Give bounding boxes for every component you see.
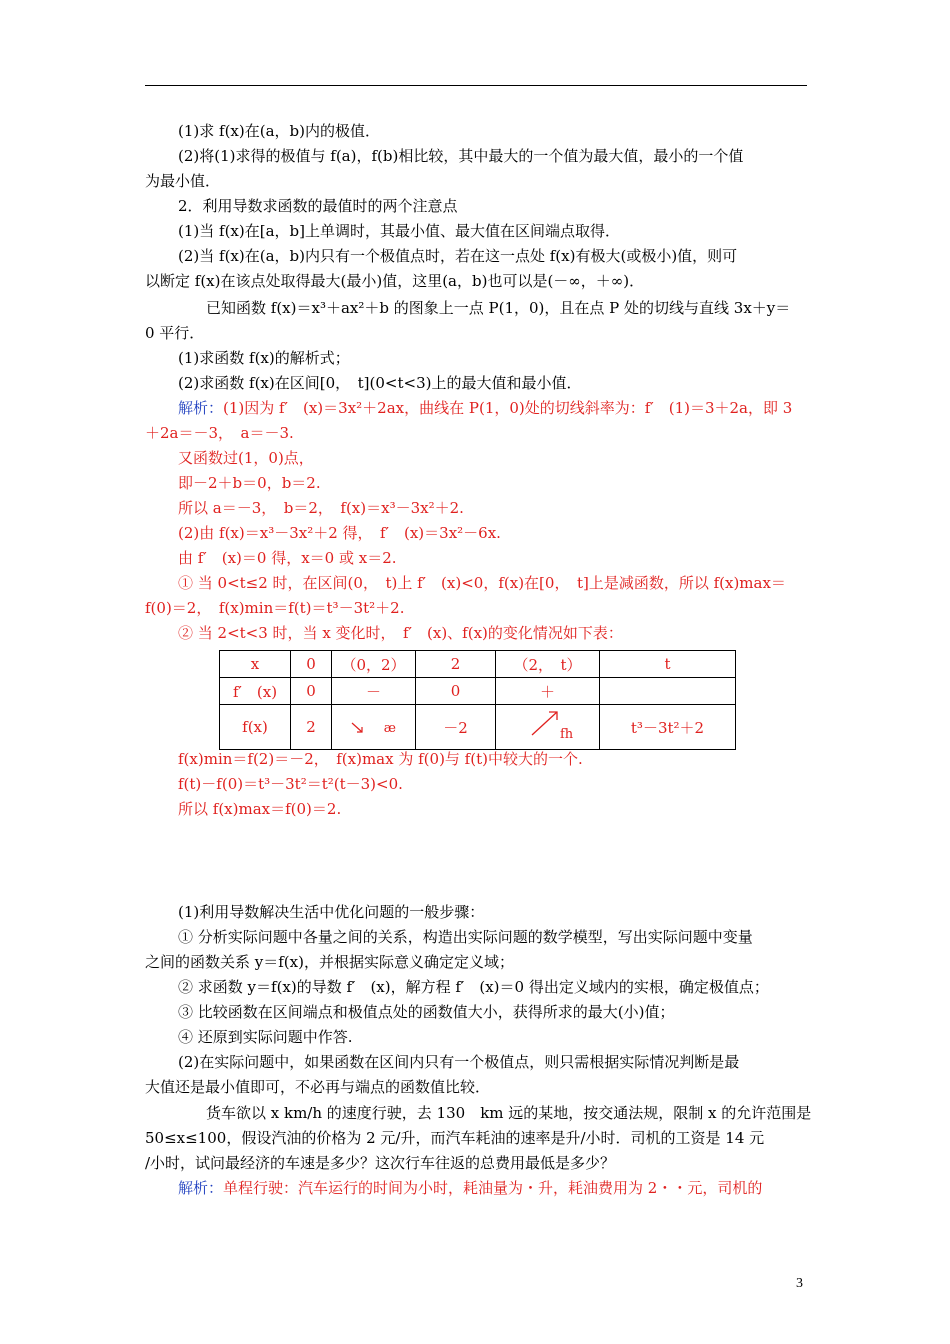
table-cell: 2 <box>291 705 332 750</box>
example-line: 已知函数 f(x)＝x³＋ax²＋b 的图象上一点 P(1，0)，且在点 P 处的切线与直线 3x＋y＝ <box>206 299 791 317</box>
arrow-glyph: fh <box>560 727 574 742</box>
table-cell: t <box>600 651 736 678</box>
example-line: 0 平行． <box>145 324 205 342</box>
solution-line: 所以 f(x)max＝f(0)＝2. <box>178 800 342 818</box>
table-cell: t³－3t²＋2 <box>600 705 736 750</box>
table-cell: 0 <box>291 678 332 705</box>
example-line: (2)求函数 f(x)在区间[0， t](0<t<3)上的最大值和最小值． <box>178 374 582 392</box>
solution-label: 解析： <box>178 1179 224 1197</box>
example-line: (1)求函数 f(x)的解析式； <box>178 349 350 367</box>
table-cell <box>600 678 736 705</box>
table-cell: f(x) <box>220 705 291 750</box>
table-cell <box>332 705 416 750</box>
example-line: 货车欲以 x km/h 的速度行驶，去 130 km 远的某地，按交通法规，限制 x 的允许范围是 <box>206 1104 812 1122</box>
solution-label: 解析： <box>178 399 224 417</box>
solution-line: f(0)＝2， f(x)min＝f(t)＝t³－3t²＋2. <box>145 599 405 617</box>
example-line: /小时，试问最经济的车速是多少？这次行车往返的总费用最低是多少？ <box>145 1154 616 1172</box>
solution-line: (2)由 f(x)＝x³－3x²＋2 得， f′ (x)＝3x²－6x. <box>178 524 501 542</box>
table-cell: 0 <box>416 678 496 705</box>
solution-line <box>178 1178 950 1198</box>
text-line: ③ 比较函数在区间端点和极值点处的函数值大小，获得所求的最大(小)值； <box>178 1003 675 1021</box>
increasing-arrow-icon <box>530 709 560 737</box>
text-line: 为最小值． <box>145 172 221 190</box>
table-cell <box>496 705 600 750</box>
text-line: 2．利用导数求函数的最值时的两个注意点 <box>178 197 458 215</box>
header-rule <box>145 85 807 86</box>
table-row <box>220 705 736 750</box>
table-cell: －2 <box>416 705 496 750</box>
text-line: 大值还是最小值即可，不必再与端点的函数值比较． <box>145 1078 491 1096</box>
page-number: 3 <box>796 1276 803 1291</box>
text-line: ④ 还原到实际问题中作答. <box>178 1028 353 1046</box>
solution-line: 所以 a＝－3， b＝2， f(x)＝x³－3x²＋2. <box>178 499 464 517</box>
example-line: 50≤x≤100，假设汽油的价格为 2 元/升，而汽车耗油的速率是升/小时．司机的工资是 14 元 <box>145 1129 765 1147</box>
solution-line: f(t)－f(0)＝t³－3t²＝t²(t－3)<0. <box>178 775 403 793</box>
text-line: (2)将(1)求得的极值与 f(a)，f(b)相比较，其中最大的一个值为最大值，最小的一个值 <box>178 147 744 165</box>
table-cell: f′ (x) <box>220 678 291 705</box>
table-cell: － <box>332 678 416 705</box>
table-row <box>220 678 736 705</box>
solution-line: f(x)min＝f(2)＝－2， f(x)max 为 f(0)与 f(t)中较大的一个. <box>178 750 583 768</box>
solution-line: 即－2＋b＝0，b＝2. <box>178 474 321 492</box>
solution-line: ＋2a＝－3， a＝－3. <box>145 424 294 442</box>
text-line: (1)求 f(x)在(a，b)内的极值． <box>178 122 380 140</box>
text-line: ① 分析实际问题中各量之间的关系，构造出实际问题的数学模型，写出实际问题中变量 <box>178 928 753 946</box>
decreasing-arrow-icon <box>351 722 365 734</box>
table-cell: （2， t） <box>496 651 600 678</box>
text-line: ② 求函数 y＝f(x)的导数 f′ (x)，解方程 f′ (x)＝0 得出定义域内的实根，确定极值点； <box>178 978 769 996</box>
table-row <box>220 651 736 678</box>
solution-text: (1)因为 f′ (x)＝3x²＋2ax，曲线在 P(1，0)处的切线斜率为：f′ (1)＝3＋2a，即 3 <box>223 399 793 417</box>
text-line: 以断定 f(x)在该点处取得最大(最小)值，这里(a，b)也可以是(－∞，＋∞)． <box>145 272 645 290</box>
table-cell: ＋ <box>496 678 600 705</box>
text-line: (2)当 f(x)在(a，b)内只有一个极值点时，若在这一点处 f(x)有极大(或极小)值，则可 <box>178 247 738 265</box>
table-cell: 0 <box>291 651 332 678</box>
solution-line: 又函数过(1，0)点， <box>178 449 314 467</box>
text-line: 之间的函数关系 y＝f(x)，并根据实际意义确定定义域； <box>145 953 514 971</box>
table-cell: （0，2） <box>332 651 416 678</box>
solution-line: ① 当 0<t≤2 时，在区间(0， t)上 f′ (x)<0，f(x)在[0， t]上是减函数，所以 f(x)max＝ <box>178 574 786 592</box>
solution-line: ② 当 2<t<3 时，当 x 变化时， f′ (x)、f(x)的变化情况如下表： <box>178 624 623 642</box>
variation-table <box>219 650 736 750</box>
text-line: (1)当 f(x)在[a，b]上单调时，其最小值、最大值在区间端点取得． <box>178 222 620 240</box>
solution-text: 单程行驶：汽车运行的时间为小时，耗油量为・升，耗油费用为 2・・元，司机的 <box>223 1179 763 1197</box>
arrow-glyph: æ <box>383 721 396 736</box>
table-cell: x <box>220 651 291 678</box>
table-cell: 2 <box>416 651 496 678</box>
text-line: (2)在实际问题中，如果函数在区间内只有一个极值点，则只需根据实际情况判断是最 <box>178 1053 740 1071</box>
solution-line: 由 f′ (x)＝0 得，x＝0 或 x＝2. <box>178 549 397 567</box>
solution-line <box>178 398 950 418</box>
text-line: (1)利用导数解决生活中优化问题的一般步骤： <box>178 903 485 921</box>
